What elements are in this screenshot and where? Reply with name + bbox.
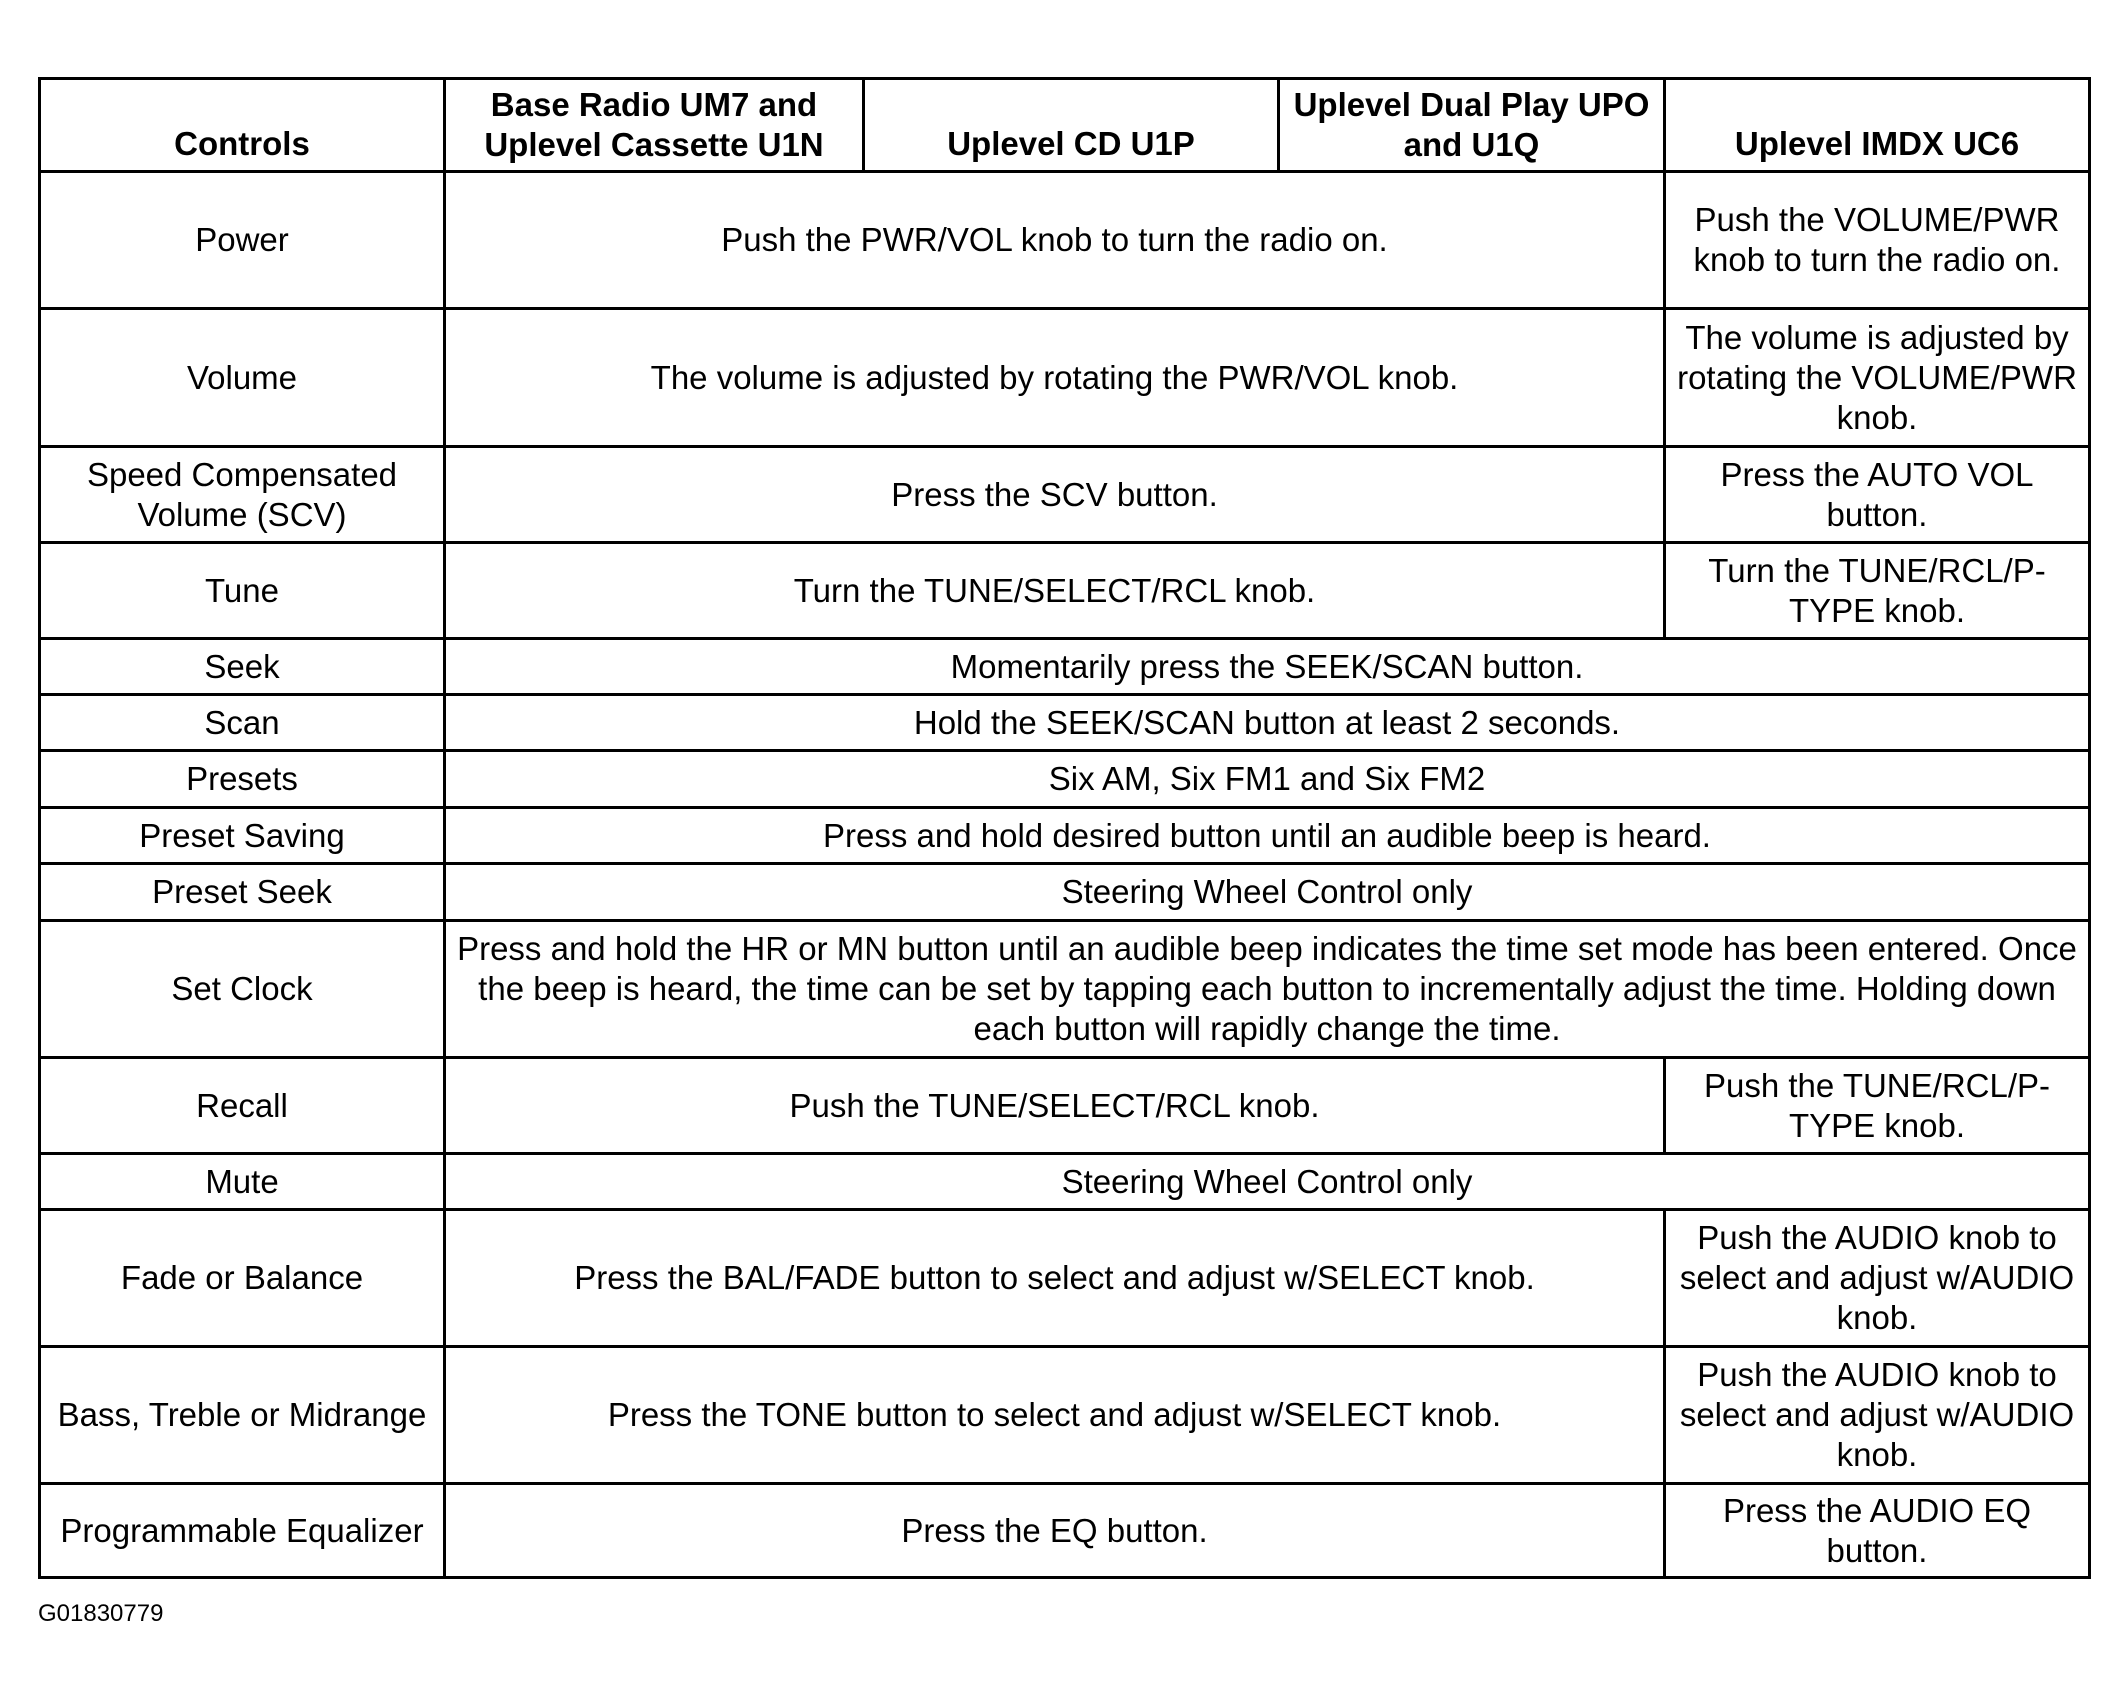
common-instruction: The volume is adjusted by rotating the PWR/VOL knob.: [445, 309, 1665, 447]
imdx-instruction: Push the TUNE/RCL/P-TYPE knob.: [1665, 1058, 2090, 1154]
table-row: [40, 751, 2090, 808]
all-models-instruction: Steering Wheel Control only: [445, 864, 2090, 921]
table-row: [40, 447, 2090, 543]
imdx-instruction: Turn the TUNE/RCL/P-TYPE knob.: [1665, 543, 2090, 639]
imdx-instruction: Press the AUDIO EQ button.: [1665, 1484, 2090, 1578]
table-row: [40, 1210, 2090, 1347]
control-name: Scan: [40, 695, 445, 751]
table-row: [40, 1484, 2090, 1578]
common-instruction: Press the TONE button to select and adjust w/SELECT knob.: [445, 1347, 1665, 1484]
control-name: Preset Seek: [40, 864, 445, 921]
table-row: [40, 309, 2090, 447]
table-row: [40, 808, 2090, 864]
table-row: [40, 864, 2090, 921]
table-row: [40, 1154, 2090, 1210]
all-models-instruction: Momentarily press the SEEK/SCAN button.: [445, 639, 2090, 695]
common-instruction: Push the PWR/VOL knob to turn the radio on.: [445, 172, 1665, 309]
imdx-instruction: Push the AUDIO knob to select and adjust w/AUDIO knob.: [1665, 1347, 2090, 1484]
imdx-instruction: Push the VOLUME/PWR knob to turn the radio on.: [1665, 172, 2090, 309]
common-instruction: Press the SCV button.: [445, 447, 1665, 543]
radio-controls-table: [38, 77, 2091, 1579]
table-row: [40, 543, 2090, 639]
imdx-instruction: The volume is adjusted by rotating the VOLUME/PWR knob.: [1665, 309, 2090, 447]
all-models-instruction: Six AM, Six FM1 and Six FM2: [445, 751, 2090, 808]
table-row: [40, 172, 2090, 309]
header-imdx: Uplevel IMDX UC6: [1665, 79, 2090, 172]
control-name: Bass, Treble or Midrange: [40, 1347, 445, 1484]
header-row: [40, 79, 2090, 172]
imdx-instruction: Push the AUDIO knob to select and adjust w/AUDIO knob.: [1665, 1210, 2090, 1347]
common-instruction: Push the TUNE/SELECT/RCL knob.: [445, 1058, 1665, 1154]
header-controls: Controls: [40, 79, 445, 172]
header-dual-play: Uplevel Dual Play UPO and U1Q: [1279, 79, 1665, 172]
control-name: Speed Compensated Volume (SCV): [40, 447, 445, 543]
control-name: Set Clock: [40, 921, 445, 1058]
header-uplevel-cd: Uplevel CD U1P: [864, 79, 1279, 172]
control-name: Tune: [40, 543, 445, 639]
common-instruction: Press the EQ button.: [445, 1484, 1665, 1578]
control-name: Preset Saving: [40, 808, 445, 864]
all-models-instruction: Press and hold desired button until an audible beep is heard.: [445, 808, 2090, 864]
control-name: Fade or Balance: [40, 1210, 445, 1347]
control-name: Power: [40, 172, 445, 309]
table-row: [40, 1347, 2090, 1484]
control-name: Programmable Equalizer: [40, 1484, 445, 1578]
header-base-radio: Base Radio UM7 and Uplevel Cassette U1N: [445, 79, 864, 172]
common-instruction: Press the BAL/FADE button to select and adjust w/SELECT knob.: [445, 1210, 1665, 1347]
figure-id: G01830779: [38, 1600, 164, 1627]
control-name: Seek: [40, 639, 445, 695]
all-models-instruction: Press and hold the HR or MN button until an audible beep indicates the time set mode has been entered. Once the beep is heard, the time can be set by tapping each button to incrementally adjust the time. Holding down each button will rapidly change the time.: [445, 921, 2090, 1058]
table-row: [40, 695, 2090, 751]
table-row: [40, 1058, 2090, 1154]
control-name: Recall: [40, 1058, 445, 1154]
control-name: Mute: [40, 1154, 445, 1210]
control-name: Volume: [40, 309, 445, 447]
table-row: [40, 639, 2090, 695]
control-name: Presets: [40, 751, 445, 808]
common-instruction: Turn the TUNE/SELECT/RCL knob.: [445, 543, 1665, 639]
all-models-instruction: Hold the SEEK/SCAN button at least 2 seconds.: [445, 695, 2090, 751]
table-row: [40, 921, 2090, 1058]
imdx-instruction: Press the AUTO VOL button.: [1665, 447, 2090, 543]
all-models-instruction: Steering Wheel Control only: [445, 1154, 2090, 1210]
